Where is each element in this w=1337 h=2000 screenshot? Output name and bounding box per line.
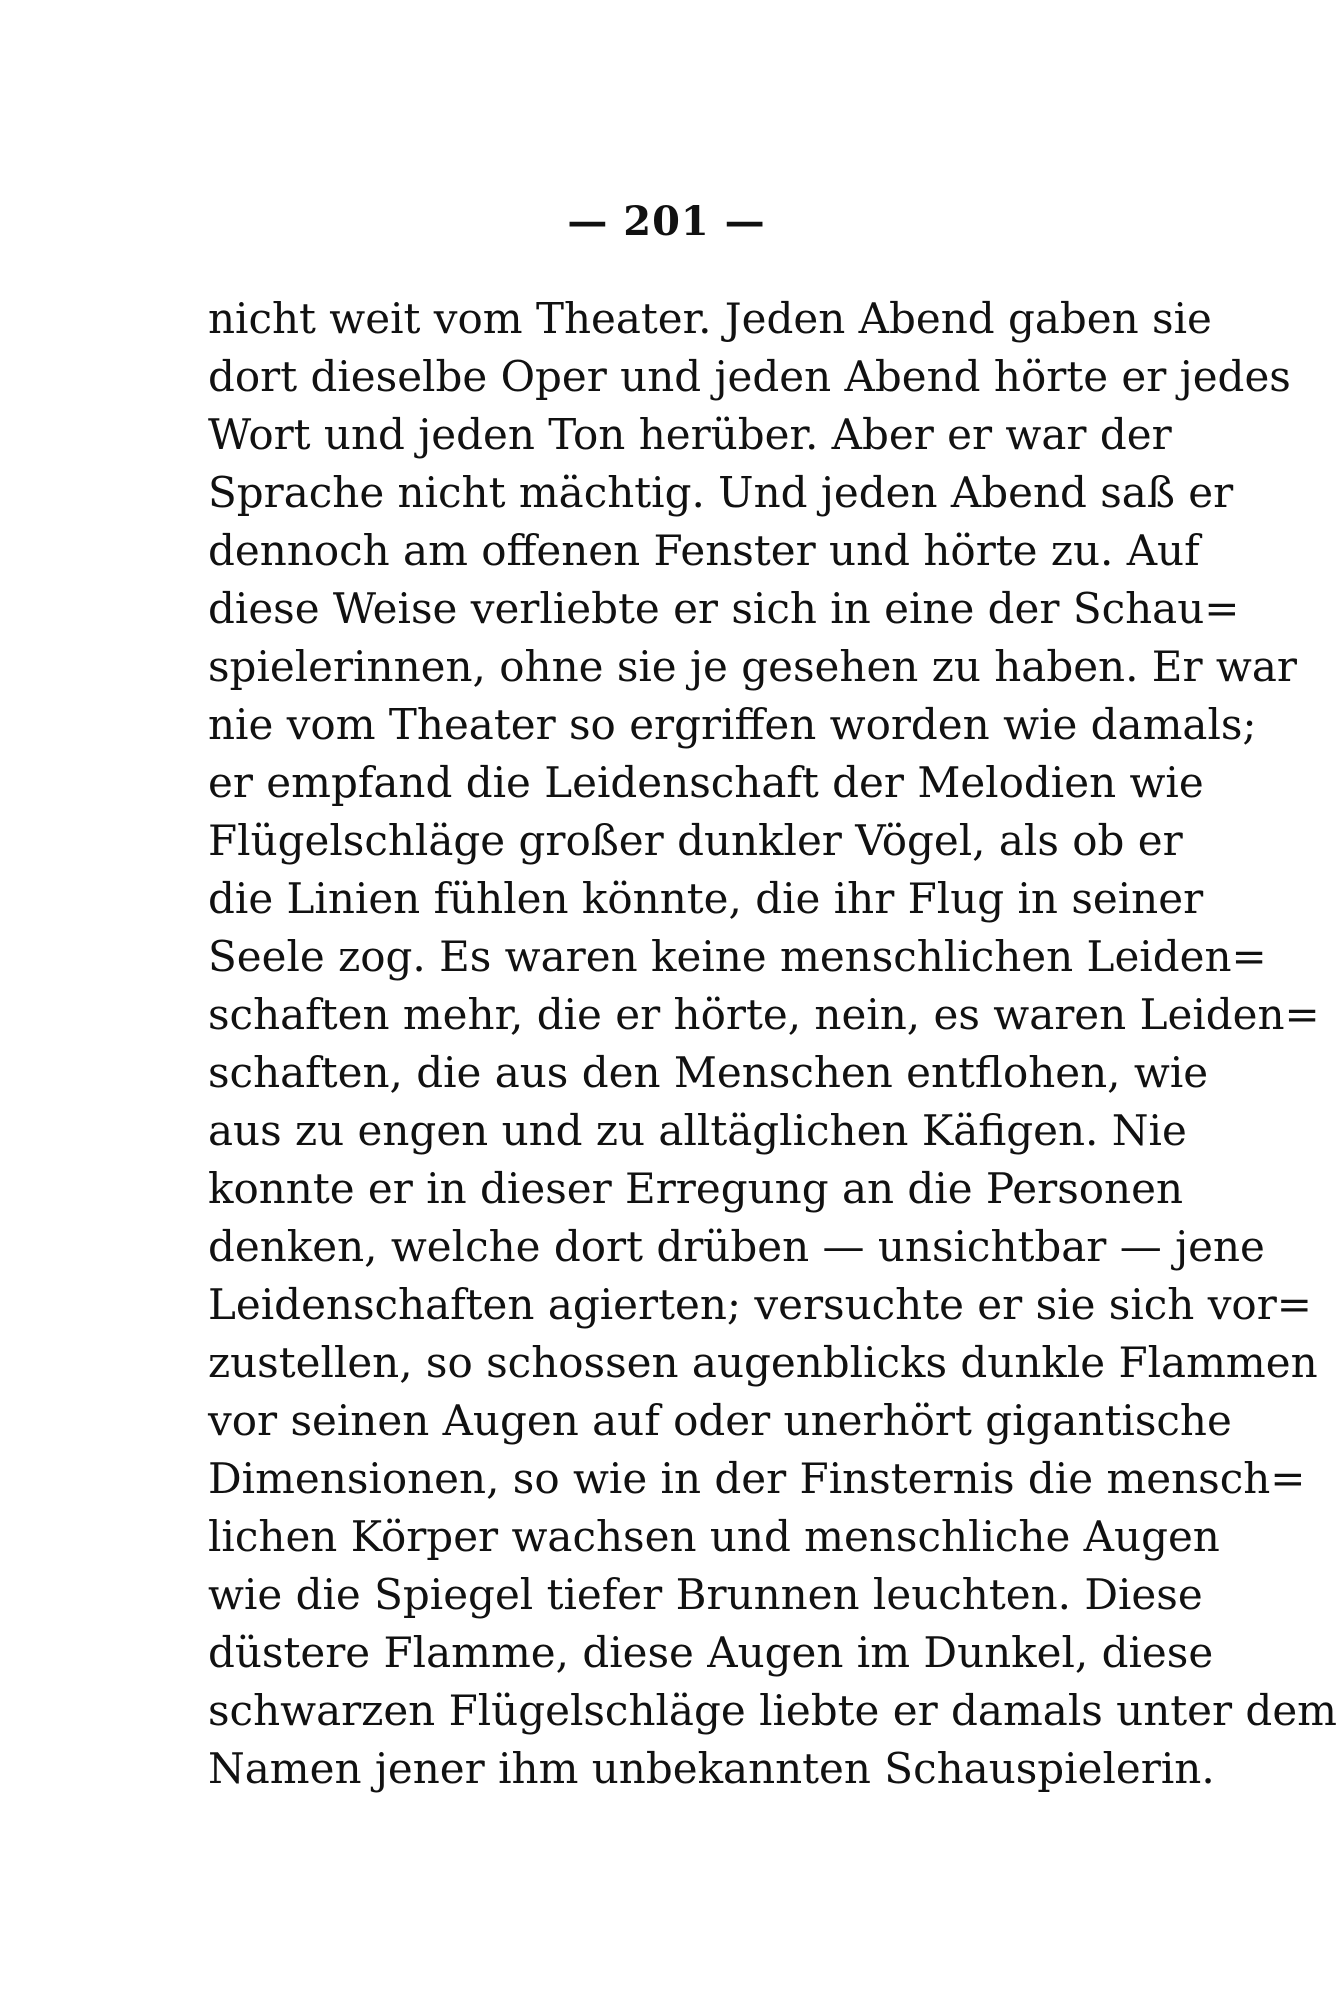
text-line: nicht weit vom Theater. Jeden Abend gaben sie [208,294,1212,343]
text-line: dennoch am offenen Fenster und hörte zu. Auf [208,526,1200,575]
text-line: Seele zog. Es waren keine menschlichen Leiden= [208,932,1267,981]
text-line: Namen jener ihm unbekannten Schauspielerin. [208,1744,1215,1793]
text-line: diese Weise verliebte er sich in eine der Schau= [208,584,1240,633]
body-text [208,290,1337,1798]
text-line: aus zu engen und zu alltäglichen Käfigen. Nie [208,1106,1187,1155]
text-line: spielerinnen, ohne sie je gesehen zu haben. Er war [208,642,1297,691]
page-number: — 201 — [567,198,766,245]
text-line: Wort und jeden Ton herüber. Aber er war der [208,410,1172,459]
text-line: die Linien fühlen könnte, die ihr Flug in seiner [208,874,1204,923]
text-line: lichen Körper wachsen und menschliche Augen [208,1512,1220,1561]
text-line: vor seinen Augen auf oder unerhört gigantische [208,1396,1232,1445]
text-line: Leidenschaften agierten; versuchte er sie sich vor= [208,1280,1312,1329]
text-line: Dimensionen, so wie in der Finsternis die mensch= [208,1454,1306,1503]
text-line: dort dieselbe Oper und jeden Abend hörte er jedes [208,352,1291,401]
text-line: Flügelschläge großer dunkler Vögel, als ob er [208,816,1183,865]
text-line: zustellen, so schossen augenblicks dunkle Flammen [208,1338,1318,1387]
text-line: Sprache nicht mächtig. Und jeden Abend saß er [208,468,1234,517]
text-line: konnte er in dieser Erregung an die Personen [208,1164,1184,1213]
text-line: wie die Spiegel tiefer Brunnen leuchten. Diese [208,1570,1203,1619]
text-line: nie vom Theater so ergriffen worden wie damals; [208,700,1257,749]
text-line: düstere Flamme, diese Augen im Dunkel, diese [208,1628,1214,1677]
text-line: er empfand die Leidenschaft der Melodien wie [208,758,1204,807]
text-line: schwarzen Flügelschläge liebte er damals unter dem [208,1686,1337,1735]
text-line: schaften mehr, die er hörte, nein, es waren Leiden= [208,990,1320,1039]
text-line: denken, welche dort drüben — unsichtbar — jene [208,1222,1265,1271]
text-line: schaften, die aus den Menschen entflohen, wie [208,1048,1209,1097]
